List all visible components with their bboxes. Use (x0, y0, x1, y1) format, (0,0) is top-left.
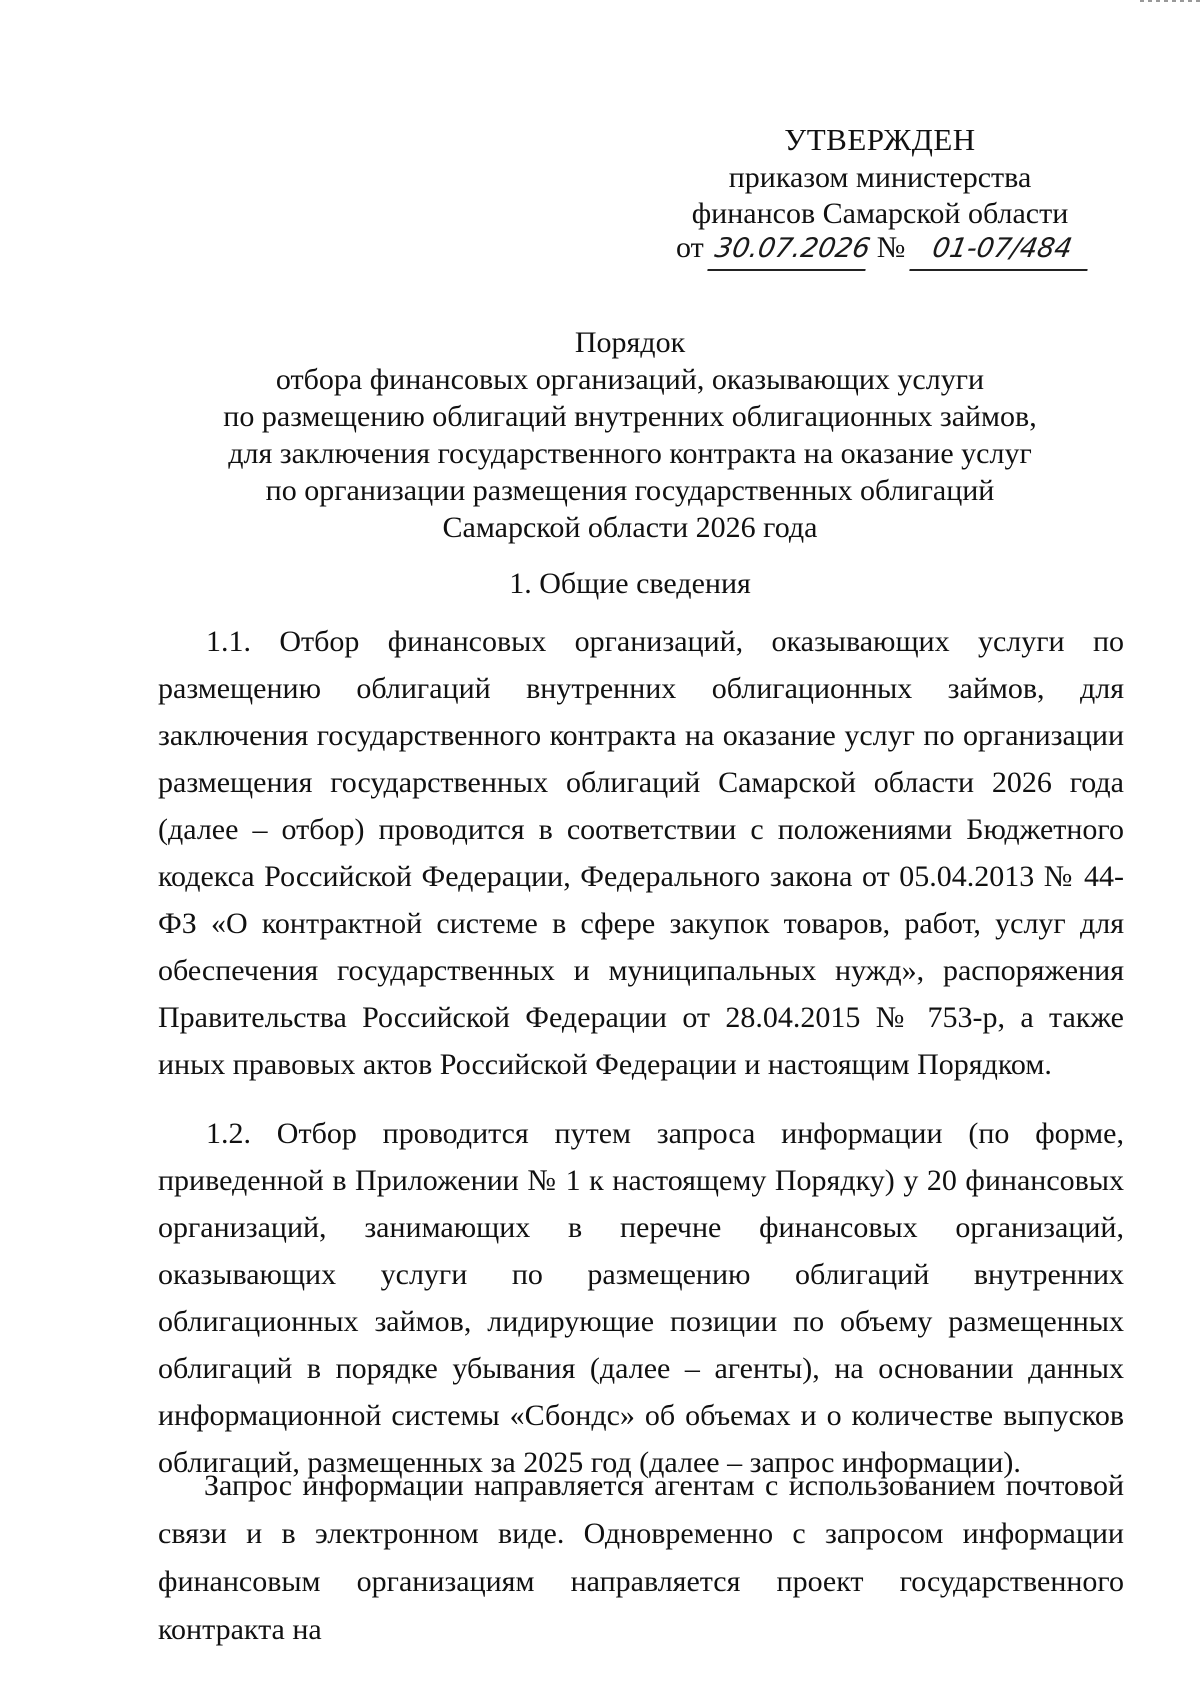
number-sign: № (876, 231, 906, 264)
order-date-number-line (676, 228, 1096, 271)
document-title (150, 324, 1110, 546)
approved-title: УТВЕРЖДЕН (784, 122, 976, 157)
section-heading: 1. Общие сведения (509, 567, 751, 600)
title-line: отбора финансовых организаций, оказывающих услуги (275, 363, 985, 396)
approval-stamp-block (660, 122, 1100, 232)
title-line: Самарской области 2026 года (442, 511, 818, 544)
handwritten-date: 30.07.2026 (708, 229, 873, 271)
title-line: Порядок (574, 326, 686, 359)
title-line: по организации размещения государственных облигаций (265, 474, 995, 507)
title-line: по размещению облигаций внутренних облигационных займов, (223, 400, 1037, 433)
paragraph-1-2: 1.2. Отбор проводится путем запроса информации (по форме, приведенной в Приложении № 1 к настоящему Порядку) у 20 финансовых организаций, занимающих в перечне финансовых организаций, оказывающих услуги по размещению облигаций внутренних облигационных займов, лидирующие позиции по объему размещенных облигаций в порядке убывания (далее – агенты), на основании данных информационной системы «Сбондс» об объемах и о количестве выпусков облигаций, размещенных за 2025 год (далее – запрос информации). (158, 1117, 1124, 1479)
approval-line-2: финансов Самарской области (691, 197, 1069, 230)
title-line: для заключения государственного контракта на оказание услуг (228, 437, 1032, 470)
paragraph-1-1: 1.1. Отбор финансовых организаций, оказывающих услуги по размещению облигаций внутренних облигационных займов, для заключения государственного контракта на оказание услуг по организации размещения государственных облигаций Самарской области 2026 года (далее – отбор) проводится в соответствии с положениями Бюджетного кодекса Российской Федерации, Федерального закона от 05.04.2013 № 44-ФЗ «О контрактной системе в сфере закупок товаров, работ, услуг для обеспечения государственных и муниципальных нужд», распоряжения Правительства Российской Федерации от 28.04.2015 № 753-р, а также иных правовых актов Российской Федерации и настоящим Порядком. (158, 625, 1124, 1081)
date-prefix: от (676, 231, 704, 264)
paragraph-request-info: Запрос информации направляется агентам с использованием почтовой связи и в электронном виде. Одновременно с запросом информации финансовым организациям направляется проект государственного контракта на (158, 1469, 1124, 1646)
approval-line-1: приказом министерства (728, 161, 1032, 194)
handwritten-order-number: 01-07/484 (909, 229, 1094, 271)
scan-edge-mark (1140, 0, 1200, 2)
